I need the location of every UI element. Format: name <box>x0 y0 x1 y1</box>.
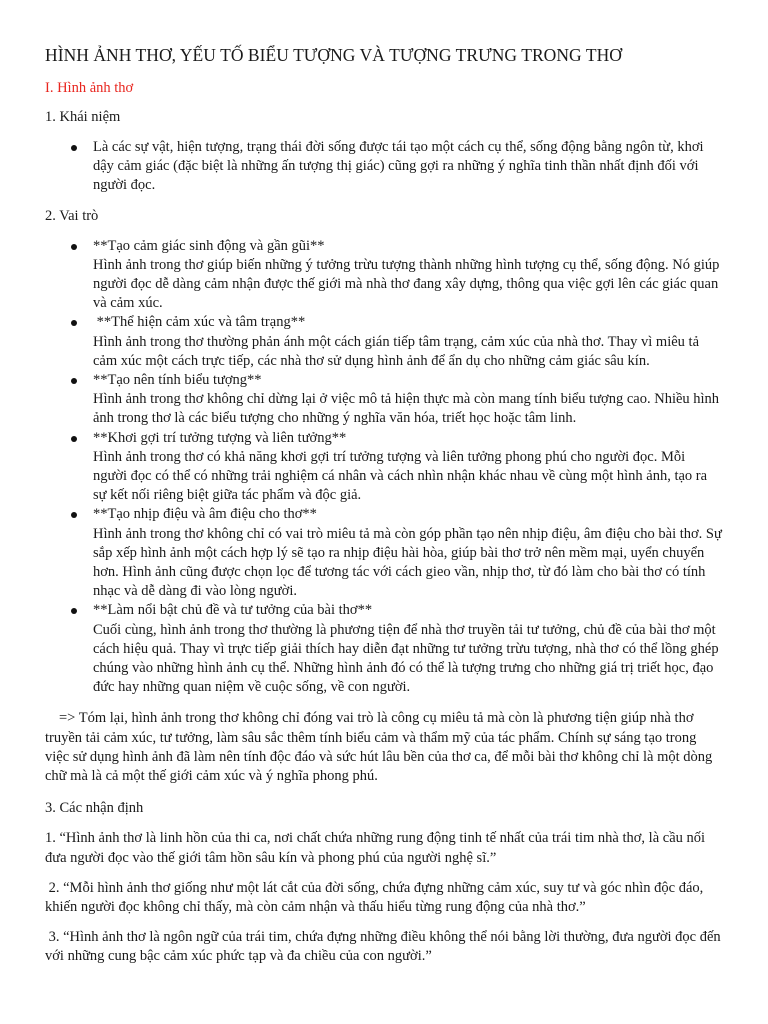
document-title: HÌNH ẢNH THƠ, YẾU TỐ BIỂU TƯỢNG VÀ TƯỢNG TRƯNG TRONG THƠ <box>45 45 622 65</box>
list-item <box>93 505 722 601</box>
assessment-quote: 3. “Hình ảnh thơ là ngôn ngữ của trái tim, chứa đựng những điều không thể nói bằng lời thường, đưa người đọc đến với những cung bậc cảm xúc phức tạp và đa chiều của con người.” <box>45 929 725 965</box>
concept-list <box>45 138 722 196</box>
bullet-icon <box>71 436 77 442</box>
list-item <box>93 601 722 697</box>
concept-heading: 1. Khái niệm <box>45 109 121 125</box>
bullet-icon <box>71 320 77 326</box>
role-item-heading: **Tạo nhịp điệu và âm điệu cho thơ** <box>93 506 317 523</box>
bullet-icon <box>71 378 77 384</box>
bullet-icon <box>71 145 77 151</box>
role-item-heading: **Làm nổi bật chủ đề và tư tưởng của bài thơ** <box>93 602 373 619</box>
list-item <box>93 429 722 506</box>
section-heading-hinh-anh-tho: I. Hình ảnh thơ <box>45 80 134 96</box>
role-list <box>45 237 722 698</box>
role-item-body: Hình ảnh trong thơ thường phản ánh một cách gián tiếp tâm trạng, cảm xúc của nhà thơ. Thay vì miêu tả cảm xúc một cách trực tiếp, các nhà thơ sử dụng hình ảnh để ẩn dụ cho những cảm giác sâu kín. <box>93 333 700 369</box>
list-item <box>93 371 722 429</box>
list-item <box>93 313 722 371</box>
assessments-heading: 3. Các nhận định <box>45 800 144 817</box>
bullet-icon <box>71 512 77 518</box>
role-item-body: Cuối cùng, hình ảnh trong thơ thường là phương tiện để nhà thơ truyền tải tư tưởng, chủ đề của bài thơ một cách hiệu quả. Thay vì trực tiếp giải thích hay diễn đạt những tư tưởng trừu tượng, nhà thơ có thể lồng ghép chúng vào những hình ảnh cụ thể. Những hình ảnh đó có thể là tượng trưng cho những giá trị triết học, đạo đức hay những quan niệm về cuộc sống, về con người. <box>93 621 719 696</box>
list-item <box>93 138 722 196</box>
role-item-heading: **Tạo cảm giác sinh động và gần gũi** <box>93 237 325 254</box>
list-item <box>93 237 722 314</box>
role-item-body: Hình ảnh trong thơ giúp biến những ý tưởng trừu tượng thành những hình tượng cụ thể, sống động. Nó giúp người đọc dễ dàng cảm nhận được thế giới mà nhà thơ đang xây dựng, thông qua việc gợi lên các giác quan và cảm xúc. <box>93 256 720 312</box>
role-item-body: Hình ảnh trong thơ không chỉ dừng lại ở việc mô tả hiện thực mà còn mang tính biểu tượng cao. Nhiều hình ảnh trong thơ là các biểu tượng cho những ý nghĩa văn hóa, triết học hoặc tâm linh. <box>93 391 720 427</box>
role-item-heading: **Khơi gợi trí tưởng tượng và liên tưởng** <box>93 429 347 446</box>
assessment-quote: 1. “Hình ảnh thơ là linh hồn của thi ca, nơi chất chứa những rung động tinh tế nhất của trái tim nhà thơ, là cầu nối đưa người đọc vào thế giới tâm hồn sâu kín và phong phú của người nghệ sĩ.” <box>45 830 706 866</box>
role-heading: 2. Vai trò <box>45 207 99 224</box>
concept-text: Là các sự vật, hiện tượng, trạng thái đời sống được tái tạo một cách cụ thể, sống động bằng ngôn từ, khơi dậy cảm giác (đặc biệt là những ấn tượng thị giác) cũng gợi ra những ý nghĩa tinh thần nhất định đối với người đọc. <box>93 139 704 194</box>
role-item-heading: **Thể hiện cảm xúc và tâm trạng** <box>93 314 306 331</box>
bullet-icon <box>71 608 77 614</box>
role-item-body: Hình ảnh trong thơ có khả năng khơi gợi trí tưởng tượng và liên tưởng phong phú cho người đọc. Mỗi người đọc có thể có những trải nghiệm cá nhân và cách nhìn nhận khác nhau về cùng một hình ảnh, tạo ra sự kết nối riêng biệt giữa tác phẩm và độc giả. <box>93 448 708 504</box>
bullet-icon <box>71 244 77 250</box>
role-item-heading: **Tạo nên tính biểu tượng** <box>93 372 262 389</box>
role-item-body: Hình ảnh trong thơ không chỉ có vai trò miêu tả mà còn góp phần tạo nên nhịp điệu, âm điệu cho bài thơ. Sự sắp xếp hình ảnh một cách hợp lý sẽ tạo ra nhịp điệu hài hòa, giúp bài thơ trở nên mềm mại, uyển chuyển hơn. Hình ảnh cũng được chọn lọc để tương tác với cách gieo vần, nhịp thơ, từ đó làm cho bài thơ có tính nhạc và dễ dàng đi vào lòng người. <box>93 525 722 600</box>
assessment-quote: 2. “Mỗi hình ảnh thơ giống như một lát cắt của đời sống, chứa đựng những cảm xúc, suy tư và góc nhìn độc đáo, khiến người đọc không chỉ thấy, mà còn cảm nhận và thấu hiểu từng rung động của nhà thơ.” <box>45 879 707 915</box>
role-summary: => Tóm lại, hình ảnh trong thơ không chỉ đóng vai trò là công cụ miêu tả mà còn là phương tiện giúp nhà thơ truyền tải cảm xúc, tư tưởng, làm sâu sắc thêm tính biểu cảm và thẩm mỹ của tác phẩm. Chính sự sáng tạo trong việc sử dụng hình ảnh đã làm nên tính độc đáo và sức hút lâu bền của thơ ca, để mỗi bài thơ không chỉ là một dòng chữ mà là cả một thế giới cảm xúc và ý nghĩa phong phú. <box>45 710 713 785</box>
